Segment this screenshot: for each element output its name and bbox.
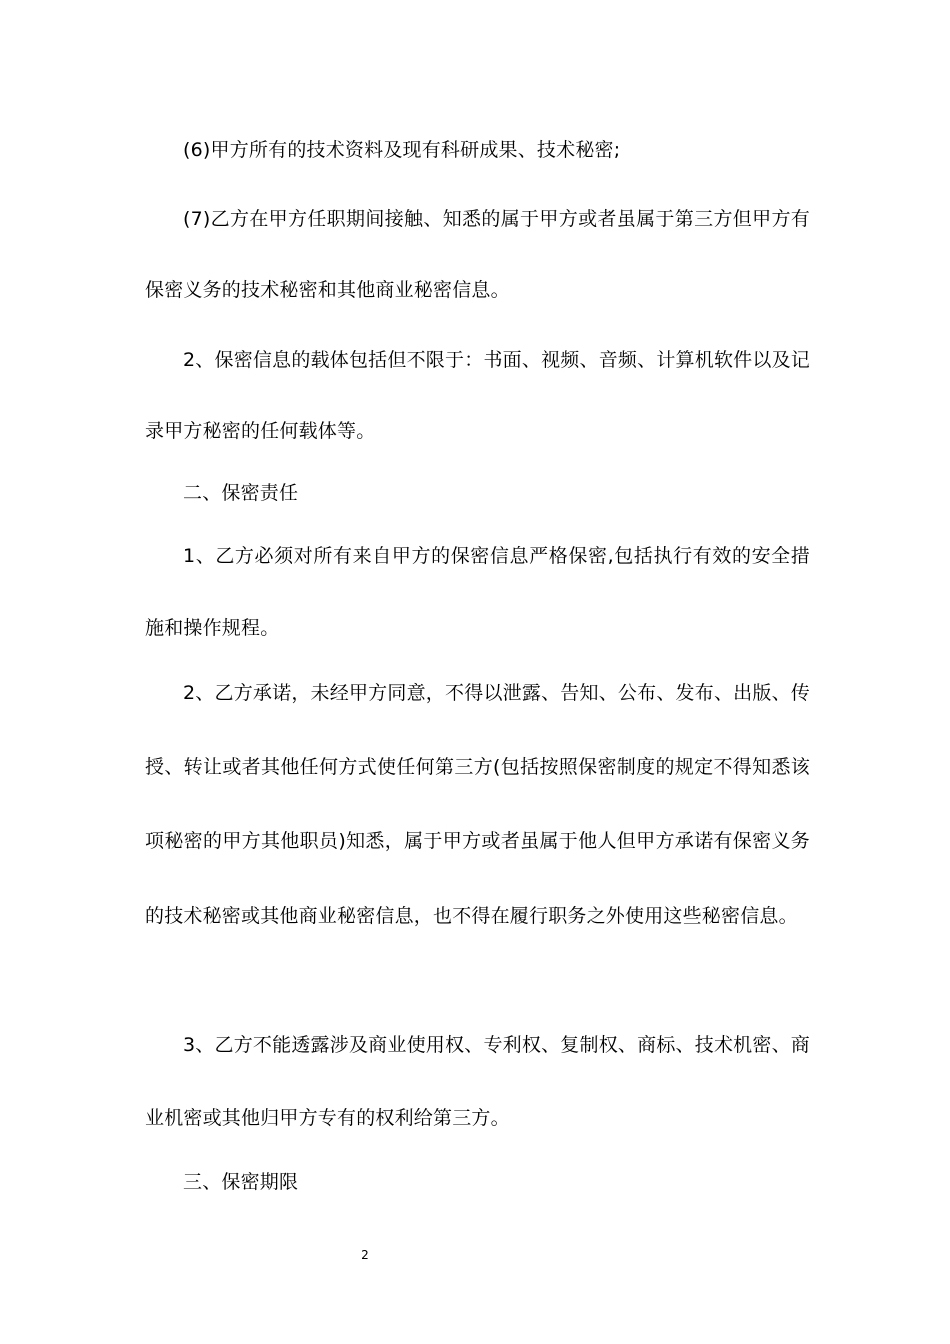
- paragraph-line: 保密义务的技术秘密和其他商业秘密信息。: [145, 279, 510, 301]
- paragraph-line: 1、乙方必须对所有来自甲方的保密信息严格保密,包括执行有效的安全措: [183, 545, 810, 567]
- paragraph-line: (7)乙方在甲方任职期间接触、知悉的属于甲方或者虽属于第三方但甲方有: [183, 208, 810, 230]
- paragraph-line: 施和操作规程。: [145, 617, 280, 639]
- paragraph-line: 3、乙方不能透露涉及商业使用权、专利权、复制权、商标、技术机密、商: [183, 1034, 810, 1056]
- section-heading: 三、保密期限: [183, 1171, 299, 1193]
- paragraph-line: 授、转让或者其他任何方式使任何第三方(包括按照保密制度的规定不得知悉该: [145, 756, 810, 778]
- paragraph-line: 项秘密的甲方其他职员)知悉，属于甲方或者虽属于他人但甲方承诺有保密义务: [145, 830, 810, 852]
- paragraph-line: 的技术秘密或其他商业秘密信息，也不得在履行职务之外使用这些秘密信息。: [145, 905, 798, 927]
- paragraph-line: 2、乙方承诺，未经甲方同意，不得以泄露、告知、公布、发布、出版、传: [183, 682, 810, 704]
- section-heading: 二、保密责任: [183, 482, 299, 504]
- paragraph-line: 业机密或其他归甲方专有的权利给第三方。: [145, 1107, 510, 1129]
- paragraph-line: 录甲方秘密的任何载体等。: [145, 420, 376, 442]
- paragraph-line: (6)甲方所有的技术资料及现有科研成果、技术秘密;: [183, 139, 621, 161]
- paragraph-line: 2、保密信息的载体包括但不限于：书面、视频、音频、计算机软件以及记: [183, 349, 810, 371]
- page-number: 2: [361, 1248, 369, 1262]
